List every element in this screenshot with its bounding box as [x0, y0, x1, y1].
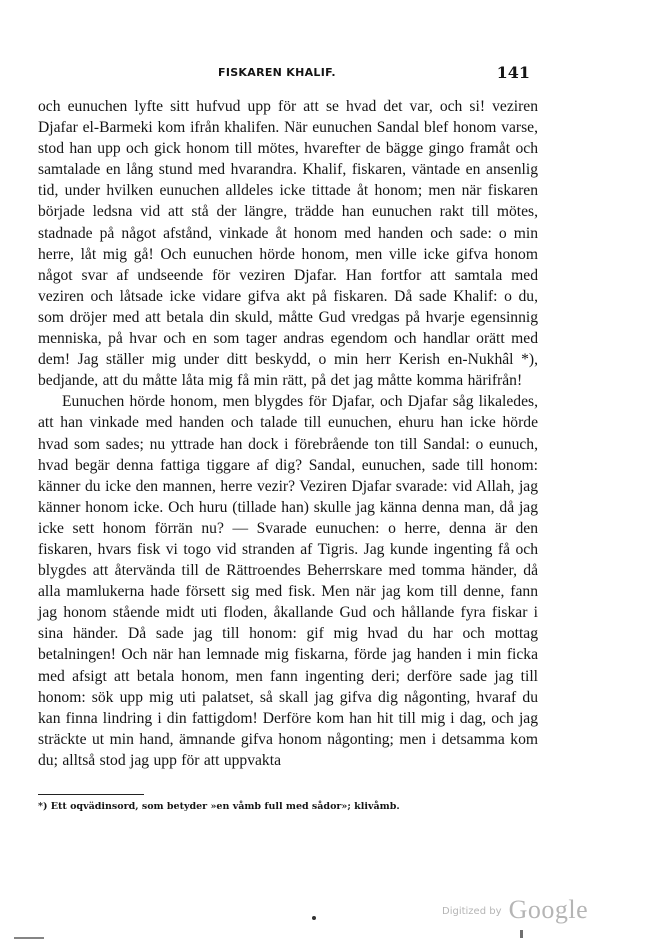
print-speck: [14, 937, 44, 939]
page-header: [0, 63, 662, 85]
footnote-rule: [38, 794, 144, 795]
paragraph-2: Eunuchen hörde honom, men blygdes för Djafar, och Djafar såg likaledes, att han vinkade med handen och talade till eunuchen, ehuru han icke hörde hvad som sades; nu yttrade han dock i förebrående ton till Sandal: o eunuch, hvad begär denna fattiga tiggare af dig? Sandal, eunuchen, sade till honom: känner du icke den mannen, herre vezir? Veziren Djafar svarade: vid Allah, jag känner honom icke. Och huru (tillade han) skulle jag känna denna man, då jag icke sett honom förrän nu? — Svarade eunuchen: o herre, denna är den fiskaren, hvars fisk vi togo vid stranden af Tigris. Jag kunde ingenting få och blygdes att återvända till de Rättroendes Beherrskare med tomma händer, då alla mamlukerna hade försett sig med fisk. Men när jag kom till denne, fann jag honom stående midt uti floden, åkallande Gud och hållande fyra fiskar i sina händer. Då sade jag till honom: gif mig hvad du har och mottag betalningen! Och när han lemnade mig fiskarna, förde jag handen i min ficka med afsigt att betala honom, men fann ingenting deri; derföre sade jag till honom: sök upp mig uti palatset, så skall jag gifva dig någonting, hvaraf du kan finna lindring i din fattigdom! Derföre kom han hit till mig i dag, och jag sträckte ut min hand, ämnande gifva honom någonting; men i detsamma kom du; alltså stod jag upp för att uppvakta: [38, 393, 538, 769]
google-logo: Google: [508, 895, 589, 924]
google-watermark: [442, 895, 588, 925]
print-speck: [520, 930, 523, 938]
page-number: 141: [496, 63, 530, 82]
paragraph-1: och eunuchen lyfte sitt hufvud upp för att se hvad det var, och si! veziren Djafar el-Barmeki kom ifrån khalifen. När eunuchen Sandal blef honom varse, stod han upp och gick honom till mötes, hvarefter de bägge gingo framåt och samtalade en lång stund med hvarandra. Khalif, fiskaren, väntade en ansenlig tid, under hvilken eunuchen alldeles icke tittade åt honom; men när fiskaren började ledsna vid att stå der längre, trädde han eunuchen rakt till mötes, stadnade på något afstånd, vinkade åt honom med handen och sade: o min herre, låt mig gå! Och eunuchen hörde honom, men ville icke gifva honom något svar af undseende för veziren Djafar. Han fortfor att samtala med veziren och låtsade icke vidare gifva akt på fiskaren. Då sade Khalif: o du, som dröjer med att betala din skuld, måtte Gud vredgas på hvarje egensinnig menniska, på hvar och en som tager andras egendom och handlar orätt med dem! Jag ställer mig under ditt beskydd, o min herr Kerish en-Nukhâl *), bedjande, att du måtte låta mig få min rätt, på det jag måtte komma härifrån!: [38, 98, 538, 390]
body-text: [38, 96, 538, 771]
footnote: *) Ett oqvädinsord, som betyder »en våmb full med sådor»; klivåmb.: [38, 801, 400, 812]
watermark-prefix: Digitized by: [442, 906, 502, 917]
running-title: FISKAREN KHALIF.: [218, 66, 336, 79]
print-speck: [312, 916, 316, 920]
